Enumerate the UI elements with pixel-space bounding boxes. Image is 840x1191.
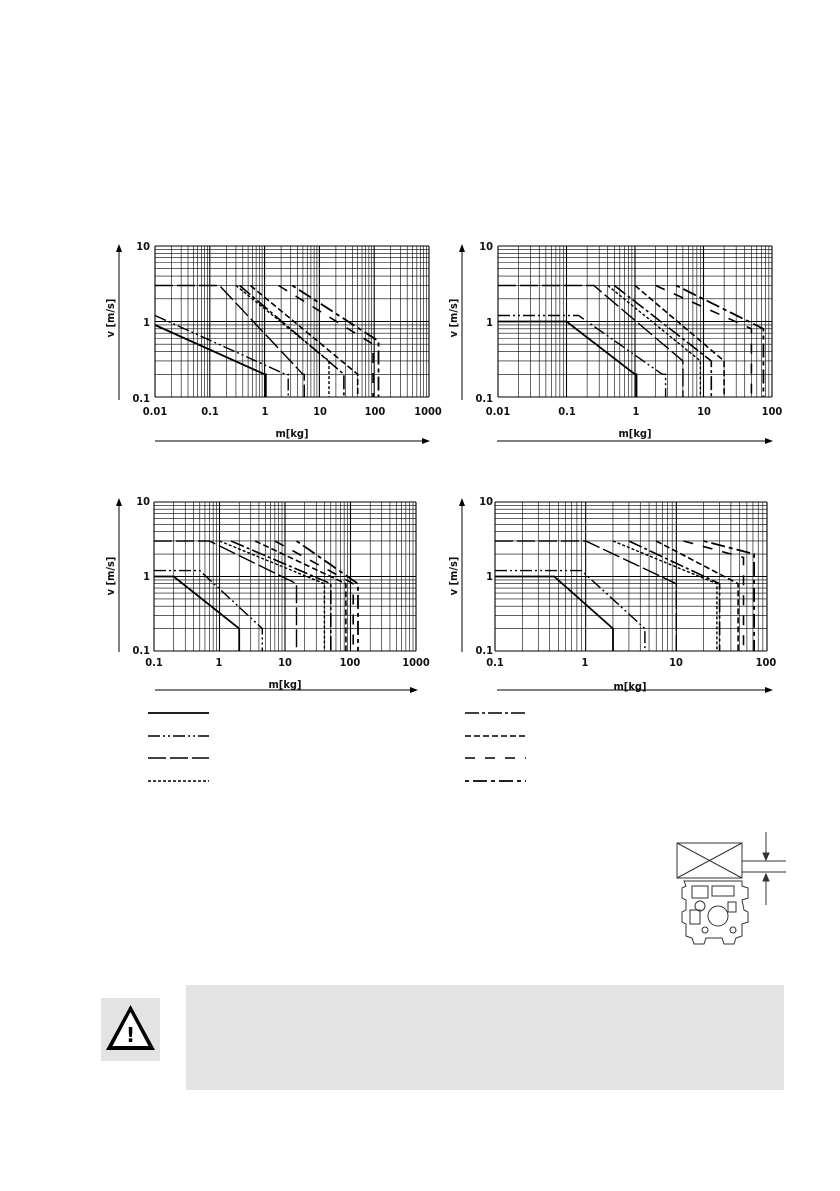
y-axis-arrowhead — [116, 244, 122, 252]
x-axis-arrowhead — [422, 438, 430, 444]
series-line-dash-dot-dot — [155, 316, 288, 398]
x-axis-title: m[kg] — [275, 427, 309, 440]
x-tick-label: 0.01 — [142, 405, 168, 418]
series-line-dash-dot-dot — [154, 571, 262, 651]
series-line-short-dash — [236, 286, 329, 398]
series-line-sparse-dash — [684, 541, 744, 651]
y-tick-label: 10 — [136, 240, 150, 253]
y-axis-title: v [m/s] — [104, 556, 117, 596]
chart-3 — [104, 495, 430, 693]
series-line-dash-dot-dot — [495, 571, 645, 651]
series-line-short-dash — [220, 541, 325, 651]
chart-2 — [447, 240, 782, 444]
series-line-dash-dot-heavy — [704, 541, 755, 651]
x-tick-label: 0.1 — [145, 656, 163, 669]
dimension-arrowhead — [763, 853, 769, 860]
x-tick-label: 0.1 — [486, 656, 504, 669]
y-tick-label: 1 — [143, 570, 150, 583]
legend — [148, 713, 526, 781]
chart-4 — [447, 495, 776, 693]
x-tick-label: 0.1 — [201, 405, 219, 418]
x-tick-label: 10 — [669, 656, 683, 669]
grid — [154, 502, 416, 651]
series-line-dashed — [656, 541, 738, 651]
y-tick-label: 1 — [486, 316, 493, 329]
series-line-dash-dot — [231, 541, 331, 651]
series-line-dash-dot — [240, 286, 344, 398]
x-axis-arrowhead — [765, 438, 773, 444]
y-tick-label: 0.1 — [132, 392, 150, 405]
series-line-short-dash — [613, 541, 717, 651]
series-group — [154, 541, 358, 651]
x-tick-label: 1 — [215, 656, 223, 669]
x-axis-arrowhead — [410, 687, 418, 693]
x-tick-label: 10 — [697, 405, 711, 418]
y-tick-label: 1 — [486, 570, 493, 583]
series-line-short-dash — [608, 286, 701, 398]
chart-1 — [104, 240, 442, 444]
series-group — [498, 286, 763, 398]
x-tick-label: 1000 — [402, 656, 430, 669]
series-line-dash-dot — [629, 541, 720, 651]
warning-symbol: ! — [125, 1023, 136, 1047]
series-line-sparse-dash — [279, 286, 373, 398]
y-tick-label: 10 — [136, 495, 150, 508]
series-line-solid — [495, 577, 613, 652]
y-axis-arrowhead — [459, 244, 465, 252]
x-tick-label: 100 — [761, 405, 783, 418]
y-tick-label: 1 — [143, 316, 150, 329]
x-axis-title: m[kg] — [618, 427, 652, 440]
x-tick-label: 1 — [261, 405, 269, 418]
y-axis-arrowhead — [116, 498, 122, 506]
y-tick-label: 10 — [479, 240, 493, 253]
y-axis-title: v [m/s] — [104, 298, 117, 338]
y-tick-label: 0.1 — [132, 644, 150, 657]
warning-icon-box — [101, 998, 160, 1061]
dimension-arrowhead — [763, 874, 769, 881]
x-axis-title: m[kg] — [613, 680, 647, 693]
y-tick-label: 0.1 — [475, 392, 493, 405]
series-line-dash-dot-heavy — [676, 286, 763, 398]
x-axis-arrowhead — [765, 687, 773, 693]
grid — [155, 246, 429, 397]
x-tick-label: 10 — [278, 656, 292, 669]
x-tick-label: 100 — [339, 656, 361, 669]
x-tick-label: 1000 — [414, 405, 442, 418]
x-tick-label: 10 — [313, 405, 327, 418]
warning-panel — [186, 985, 784, 1090]
series-line-dash-dot-heavy — [297, 541, 359, 651]
y-axis-title: v [m/s] — [447, 298, 460, 338]
x-tick-label: 1 — [581, 656, 589, 669]
y-axis-arrowhead — [459, 498, 465, 506]
x-tick-label: 1 — [632, 405, 640, 418]
x-tick-label: 0.1 — [558, 405, 576, 418]
series-line-solid — [154, 577, 239, 652]
y-tick-label: 10 — [479, 495, 493, 508]
x-axis-title: m[kg] — [268, 678, 302, 691]
x-tick-label: 100 — [364, 405, 386, 418]
series-group — [155, 286, 379, 398]
series-line-dash-dot-dot — [498, 316, 666, 398]
profile-section-diagram — [677, 832, 786, 944]
series-line-long-dash — [498, 286, 683, 398]
y-tick-label: 0.1 — [475, 644, 493, 657]
x-tick-label: 0.01 — [485, 405, 511, 418]
x-tick-label: 100 — [755, 656, 777, 669]
series-line-sparse-dash — [275, 541, 353, 651]
series-group — [495, 541, 754, 651]
warning-triangle-icon — [101, 998, 160, 1061]
series-line-long-dash — [155, 286, 304, 398]
y-axis-title: v [m/s] — [447, 556, 460, 596]
